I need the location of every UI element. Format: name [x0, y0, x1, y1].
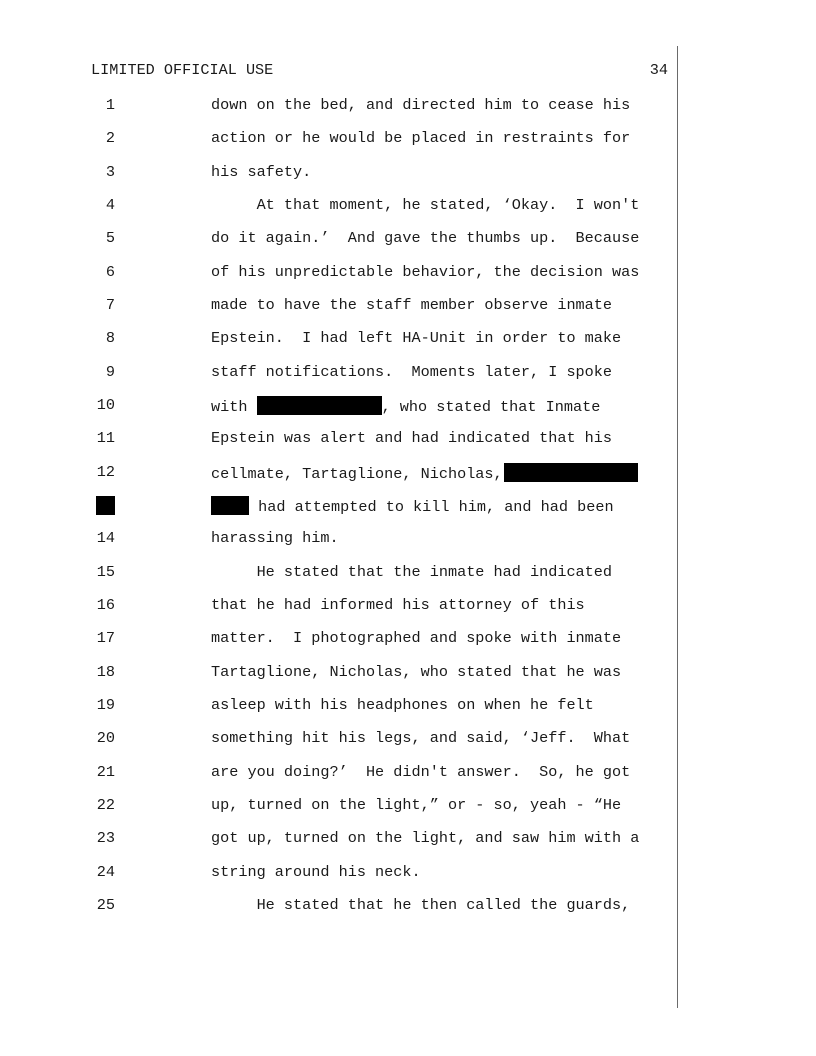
redaction-box	[211, 496, 249, 515]
line-number: 18	[96, 663, 115, 681]
line-text: that he had informed his attorney of this	[211, 596, 585, 614]
line-number: 17	[96, 629, 115, 647]
redaction-box	[504, 463, 638, 482]
transcript-line	[0, 296, 816, 329]
line-text: something hit his legs, and said, ‘Jeff. What	[211, 729, 631, 747]
transcript-line	[0, 429, 816, 462]
line-text: of his unpredictable behavior, the decision was	[211, 263, 640, 281]
transcript-line	[0, 663, 816, 696]
line-text: asleep with his headphones on when he felt	[211, 696, 594, 714]
line-number: 8	[105, 329, 115, 347]
transcript-line	[0, 329, 816, 362]
line-text: his safety.	[211, 163, 312, 181]
line-number: 5	[105, 229, 115, 247]
line-text: Epstein was alert and had indicated that his	[211, 429, 613, 447]
line-number: 24	[96, 863, 115, 881]
line-text-after-redaction: , who stated that Inmate	[381, 398, 601, 416]
line-number: 12	[96, 463, 115, 481]
line-text	[211, 396, 600, 416]
line-text	[211, 496, 614, 516]
line-number: 16	[96, 596, 115, 614]
line-number: 4	[105, 196, 115, 214]
line-number: 7	[105, 296, 115, 314]
transcript-line	[0, 763, 816, 796]
redaction-box	[257, 396, 382, 415]
line-text	[211, 463, 638, 483]
line-text: string around his neck.	[211, 863, 421, 881]
line-text: At that moment, he stated, ‘Okay. I won't	[211, 196, 640, 214]
transcript-line	[0, 896, 816, 929]
classification-marking: LIMITED OFFICIAL USE	[91, 61, 274, 79]
transcript-line	[0, 596, 816, 629]
redacted-line-number	[96, 496, 115, 515]
line-number: 25	[96, 896, 115, 914]
line-number: 11	[96, 429, 115, 447]
line-text: matter. I photographed and spoke with inmate	[211, 629, 622, 647]
line-text: are you doing?’ He didn't answer. So, he got	[211, 763, 631, 781]
transcript-line	[0, 629, 816, 662]
transcript-line	[0, 496, 816, 529]
line-text-after-redaction: had attempted to kill him, and had been	[249, 498, 614, 516]
transcript-line	[0, 829, 816, 862]
transcript-line	[0, 229, 816, 262]
line-number: 6	[105, 263, 115, 281]
transcript-line	[0, 363, 816, 396]
line-text: Epstein. I had left HA-Unit in order to make	[211, 329, 622, 347]
transcript-line	[0, 729, 816, 762]
line-text-before-redaction: with	[211, 398, 257, 416]
line-text: do it again.’ And gave the thumbs up. Because	[211, 229, 640, 247]
line-number: 14	[96, 529, 115, 547]
line-text: got up, turned on the light, and saw him with a	[211, 829, 640, 847]
transcript-line	[0, 529, 816, 562]
transcript-line	[0, 863, 816, 896]
line-number: 1	[105, 96, 115, 114]
transcript-line	[0, 96, 816, 129]
line-number: 3	[105, 163, 115, 181]
line-text: action or he would be placed in restraints for	[211, 129, 631, 147]
line-text: staff notifications. Moments later, I spoke	[211, 363, 613, 381]
line-number: 10	[96, 396, 115, 414]
transcript-line	[0, 196, 816, 229]
transcript-line	[0, 129, 816, 162]
transcript-line	[0, 396, 816, 429]
line-number: 22	[96, 796, 115, 814]
line-number: 9	[105, 363, 115, 381]
transcript-line	[0, 463, 816, 496]
transcript-line	[0, 563, 816, 596]
transcript-line	[0, 263, 816, 296]
line-text: down on the bed, and directed him to cease his	[211, 96, 631, 114]
line-text-before-redaction: cellmate, Tartaglione, Nicholas,	[211, 465, 503, 483]
transcript-line	[0, 696, 816, 729]
page-number: 34	[649, 61, 668, 79]
line-number: 20	[96, 729, 115, 747]
line-number: 15	[96, 563, 115, 581]
line-text: harassing him.	[211, 529, 339, 547]
line-text: made to have the staff member observe inmate	[211, 296, 613, 314]
line-text: He stated that the inmate had indicated	[211, 563, 613, 581]
line-text: up, turned on the light,” or - so, yeah - “He	[211, 796, 622, 814]
transcript-line	[0, 163, 816, 196]
line-number: 23	[96, 829, 115, 847]
line-text: Tartaglione, Nicholas, who stated that he was	[211, 663, 622, 681]
line-number: 21	[96, 763, 115, 781]
line-number: 2	[105, 129, 115, 147]
line-number: 19	[96, 696, 115, 714]
line-text: He stated that he then called the guards,	[211, 896, 631, 914]
transcript-line	[0, 796, 816, 829]
